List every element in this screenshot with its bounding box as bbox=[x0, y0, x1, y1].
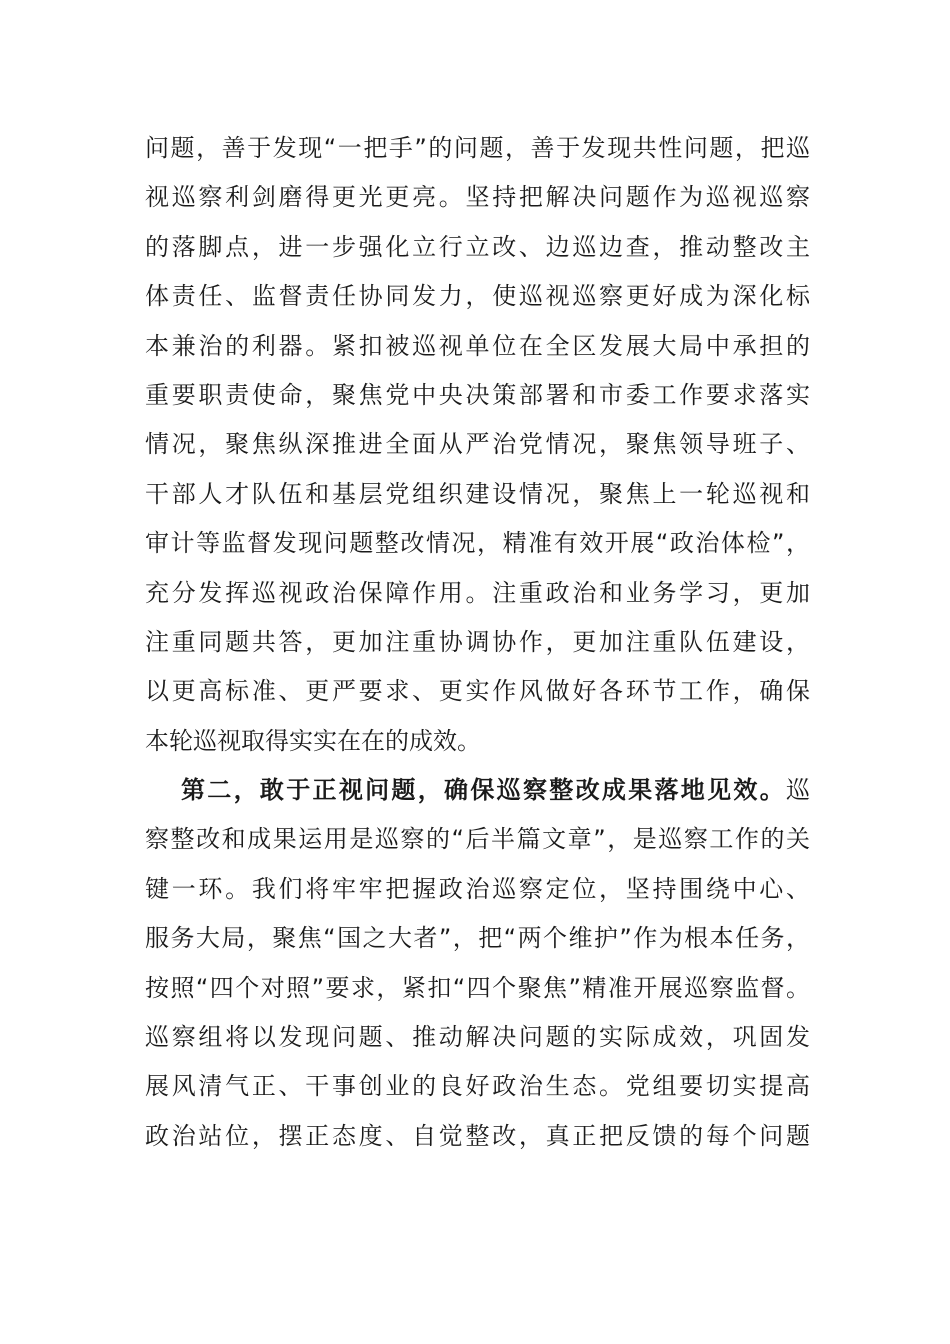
text-line: 服务大局，聚焦“国之大者”，把“两个维护”作为根本任务， bbox=[145, 924, 810, 953]
text-line: 问题，善于发现“一把手”的问题，善于发现共性问题，把巡 bbox=[145, 134, 810, 162]
text-line: 重要职责使命，聚焦党中央决策部署和市委工作要求落实 bbox=[145, 380, 810, 409]
text-line: 察整改和成果运用是巡察的“后半篇文章”，是巡察工作的关 bbox=[145, 825, 810, 854]
text-line: 审计等监督发现问题整改情况，精准有效开展“政治体检”， bbox=[145, 529, 810, 558]
text-line: 情况，聚焦纵深推进全面从严治党情况，聚焦领导班子、 bbox=[145, 430, 810, 459]
text-fragment: 巡 bbox=[786, 776, 810, 805]
text-line: 本轮巡视取得实实在在的成效。 bbox=[145, 726, 481, 755]
text-line: 按照“四个对照”要求，紧扣“四个聚焦”精准开展巡察监督。 bbox=[145, 973, 810, 1002]
text-line: 视巡察利剑磨得更光更亮。坚持把解决问题作为巡视巡察 bbox=[145, 183, 810, 212]
text-line: 的落脚点，进一步强化立行立改、边巡边查，推动整改主 bbox=[145, 232, 810, 261]
paragraph-heading: 第二，敢于正视问题，确保巡察整改成果落地见效。 bbox=[181, 776, 786, 805]
text-line: 以更高标准、更严要求、更实作风做好各环节工作，确保 bbox=[145, 677, 810, 706]
text-line: 注重同题共答，更加注重协调协作，更加注重队伍建设， bbox=[145, 627, 810, 656]
text-line: 政治站位，摆正态度、自觉整改，真正把反馈的每个问题 bbox=[145, 1121, 810, 1150]
text-line: 干部人才队伍和基层党组织建设情况，聚焦上一轮巡视和 bbox=[145, 479, 810, 508]
text-line: 本兼治的利器。紧扣被巡视单位在全区发展大局中承担的 bbox=[145, 331, 810, 360]
paragraph-heading-line bbox=[145, 766, 810, 815]
text-line: 键一环。我们将牢牢把握政治巡察定位，坚持围绕中心、 bbox=[145, 874, 810, 903]
text-line: 体责任、监督责任协同发力，使巡视巡察更好成为深化标 bbox=[145, 282, 810, 311]
text-line: 充分发挥巡视政治保障作用。注重政治和业务学习，更加 bbox=[145, 578, 810, 607]
text-line: 展风清气正、干事创业的良好政治生态。党组要切实提高 bbox=[145, 1072, 810, 1101]
document-body bbox=[145, 124, 810, 1161]
text-line: 巡察组将以发现问题、推动解决问题的实际成效，巩固发 bbox=[145, 1023, 810, 1052]
